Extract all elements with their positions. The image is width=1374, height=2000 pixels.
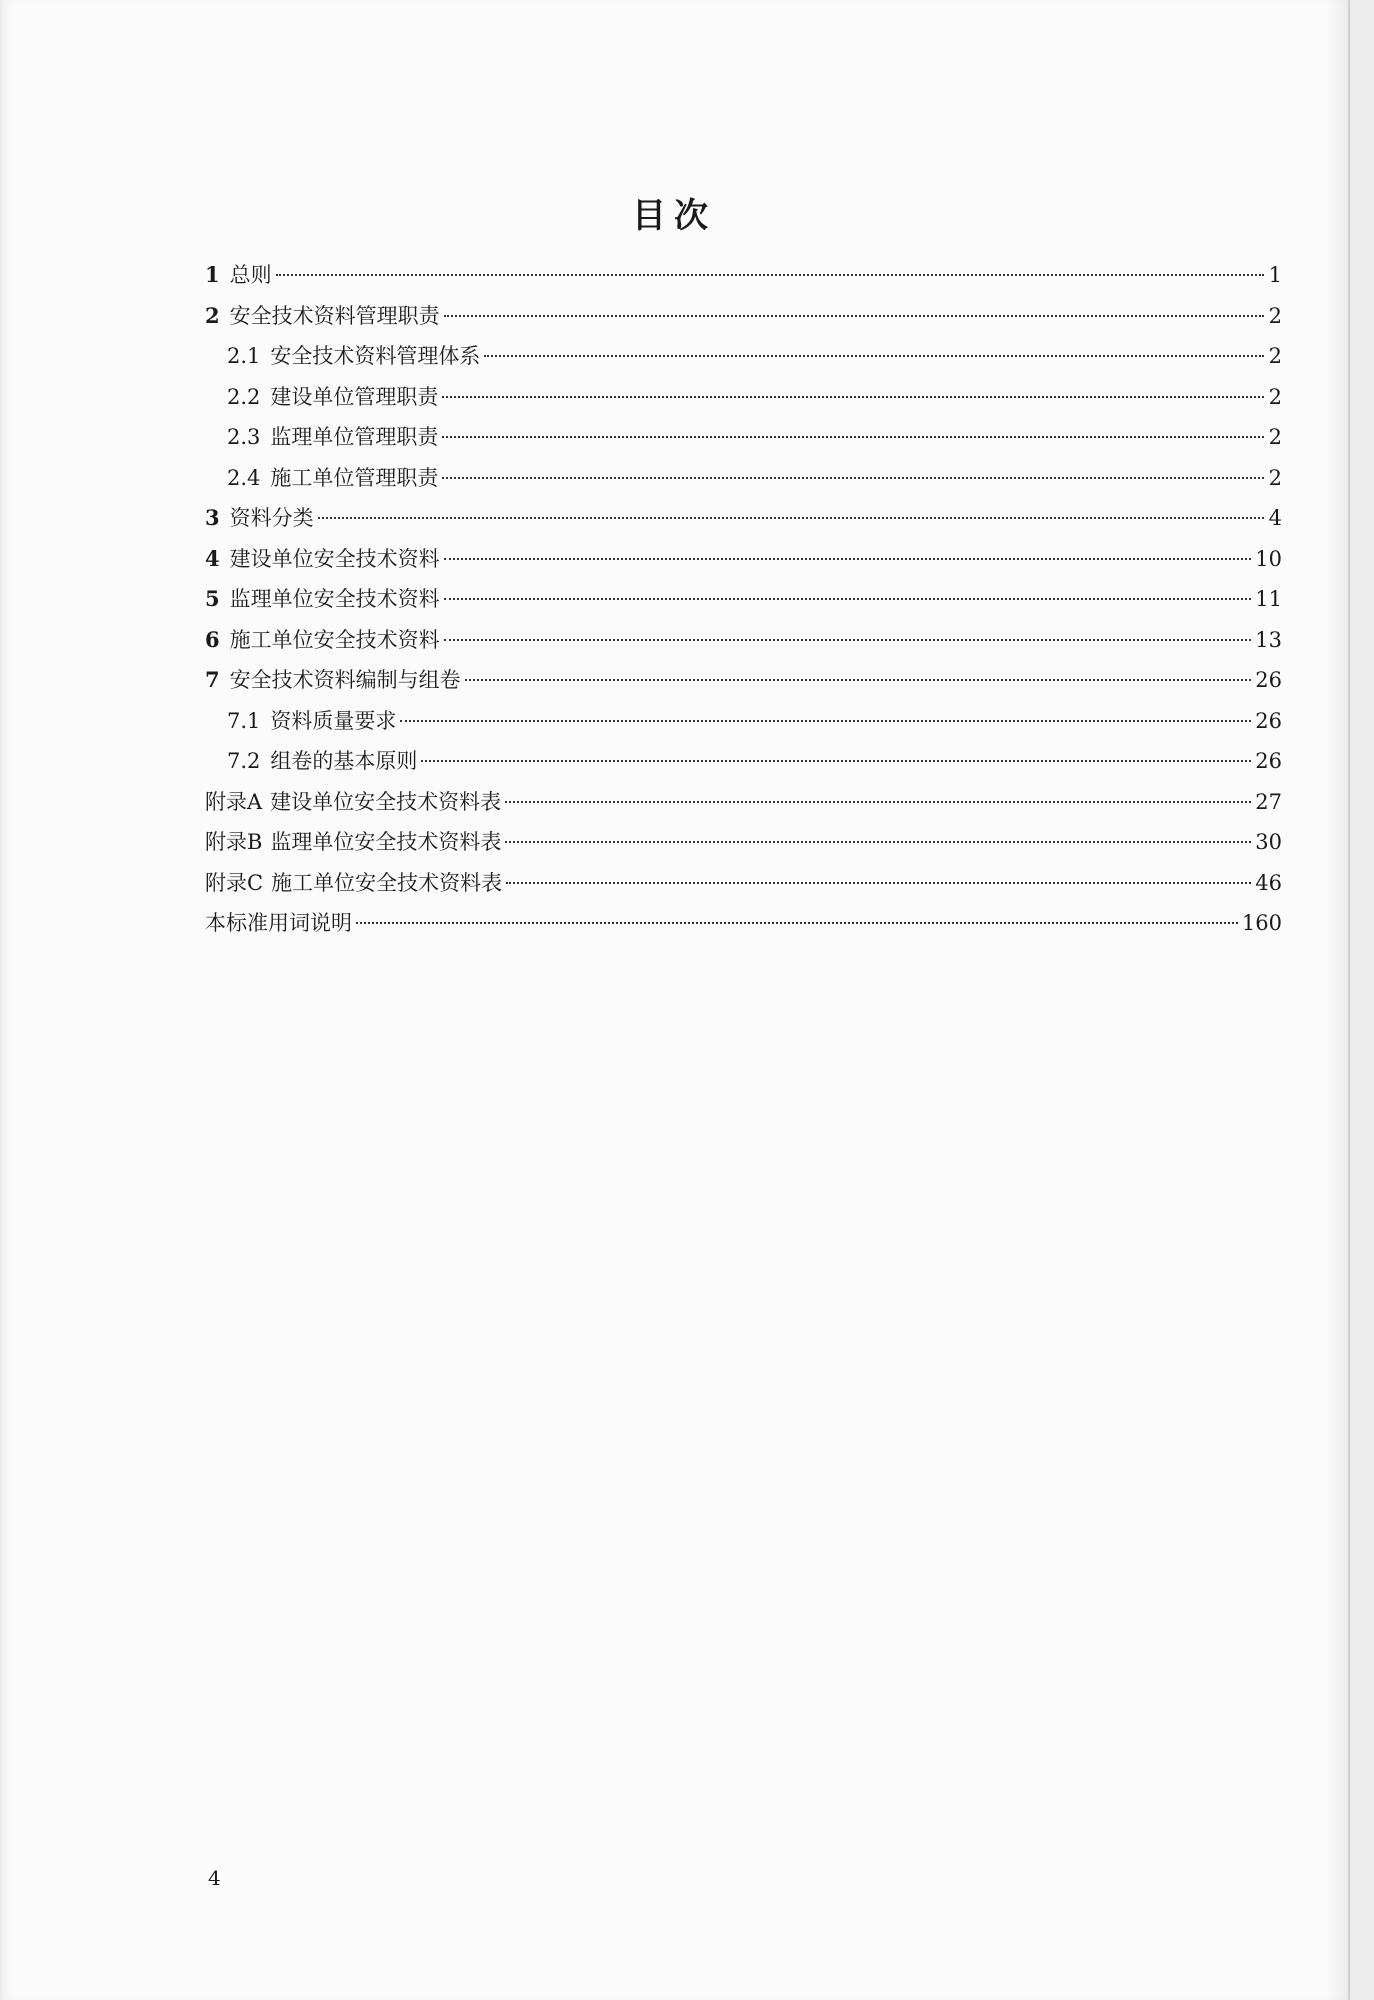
toc-entry-page: 11	[1255, 587, 1282, 611]
dot-leader	[400, 720, 1251, 722]
toc-entry-6[interactable]	[205, 620, 1282, 661]
toc-entry-number: 2.3	[227, 425, 261, 449]
toc-entry-number: 5	[205, 586, 220, 611]
toc-entry-3[interactable]	[205, 498, 1282, 539]
dot-leader	[276, 274, 1264, 276]
toc-entry-text: 施工单位安全技术资料	[229, 627, 440, 652]
toc-entry-text: 组卷的基本原则	[270, 749, 418, 773]
toc-entry-page: 2	[1268, 344, 1282, 368]
toc-entry-7-2[interactable]	[205, 741, 1282, 782]
dot-leader	[356, 922, 1238, 924]
toc-entry-number: 2	[205, 302, 220, 328]
toc-entry-text: 施工单位安全技术资料表	[271, 870, 503, 895]
dot-leader	[442, 396, 1264, 398]
toc-entry-page: 4	[1268, 506, 1282, 530]
toc-entry-7[interactable]	[205, 660, 1282, 701]
toc-entry-text: 监理单位安全技术资料	[229, 587, 440, 611]
toc-entry-page: 2	[1268, 465, 1282, 490]
toc-entry-number: 2.2	[227, 384, 261, 409]
toc-entry-page: 2	[1268, 384, 1282, 409]
dot-leader	[318, 517, 1264, 519]
toc-entry-text: 安全技术资料管理体系	[270, 344, 481, 368]
toc-entry-page: 26	[1255, 668, 1282, 692]
toc-entry-text: 监理单位管理职责	[270, 425, 439, 449]
toc-entry-text: 建设单位管理职责	[270, 384, 439, 409]
toc-entry-page: 13	[1255, 627, 1282, 652]
toc-entry-2-4[interactable]	[205, 458, 1282, 499]
dot-leader	[421, 760, 1251, 762]
dot-leader	[505, 841, 1251, 843]
dot-leader	[444, 315, 1264, 317]
toc-entry-number: 6	[205, 626, 220, 652]
toc-entry-4[interactable]	[205, 539, 1282, 580]
toc-entry-text: 资料分类	[229, 506, 314, 530]
toc-entry-terms[interactable]	[205, 903, 1282, 944]
toc-entry-number: 附录C	[205, 870, 264, 895]
toc-entry-number: 4	[205, 545, 220, 571]
toc-entry-2[interactable]	[205, 296, 1282, 337]
toc-title: 目次	[632, 196, 716, 236]
dot-leader	[442, 477, 1264, 479]
dot-leader	[444, 558, 1252, 560]
dot-leader	[444, 639, 1252, 641]
toc-entry-page: 26	[1255, 708, 1282, 733]
toc-entry-number: 2.1	[227, 344, 261, 368]
toc-entry-number: 7.2	[227, 749, 261, 773]
toc-entry-text: 安全技术资料编制与组卷	[229, 668, 461, 692]
dot-leader	[442, 436, 1264, 438]
toc-entry-text: 施工单位管理职责	[270, 465, 439, 490]
toc-entry-2-1[interactable]	[205, 336, 1282, 377]
toc-entry-page: 30	[1255, 830, 1282, 854]
dot-leader	[465, 679, 1252, 681]
page-number: 4	[208, 1866, 221, 1890]
toc-entry-text: 安全技术资料管理职责	[229, 303, 440, 328]
page-edge-shadow	[1326, 0, 1348, 2000]
toc-entry-page: 2	[1268, 425, 1282, 449]
toc-entry-text: 本标准用词说明	[205, 911, 352, 935]
dot-leader	[506, 882, 1251, 884]
toc-entry-page: 10	[1255, 546, 1282, 571]
toc-entry-5[interactable]	[205, 579, 1282, 620]
toc-entry-7-1[interactable]	[205, 701, 1282, 742]
toc-entry-2-3[interactable]	[205, 417, 1282, 458]
toc-entry-number: 7	[205, 667, 220, 692]
table-of-contents	[205, 255, 1282, 944]
toc-entry-page: 26	[1255, 749, 1282, 773]
toc-entry-1[interactable]	[205, 255, 1282, 296]
toc-entry-text: 监理单位安全技术资料表	[270, 830, 502, 854]
dot-leader	[444, 598, 1252, 600]
toc-entry-page: 46	[1255, 870, 1282, 895]
toc-entry-page: 2	[1268, 303, 1282, 328]
toc-entry-number: 2.4	[227, 465, 261, 490]
toc-entry-number: 1	[205, 262, 220, 287]
toc-entry-text: 总则	[229, 263, 272, 287]
toc-entry-text: 建设单位安全技术资料	[229, 546, 440, 571]
toc-entry-appendix-c[interactable]	[205, 863, 1282, 904]
toc-entry-page: 27	[1255, 789, 1282, 814]
toc-entry-page: 1	[1268, 263, 1282, 287]
toc-entry-number: 附录A	[205, 789, 263, 814]
dot-leader	[505, 801, 1251, 803]
toc-entry-2-2[interactable]	[205, 377, 1282, 418]
toc-entry-number: 7.1	[227, 708, 261, 733]
dot-leader	[484, 355, 1264, 357]
toc-entry-text: 资料质量要求	[270, 708, 397, 733]
toc-entry-number: 附录B	[205, 830, 263, 854]
toc-entry-page: 160	[1241, 911, 1282, 935]
toc-entry-number: 3	[205, 505, 220, 530]
toc-entry-appendix-a[interactable]	[205, 782, 1282, 823]
toc-entry-text: 建设单位安全技术资料表	[270, 789, 502, 814]
toc-entry-appendix-b[interactable]	[205, 822, 1282, 863]
